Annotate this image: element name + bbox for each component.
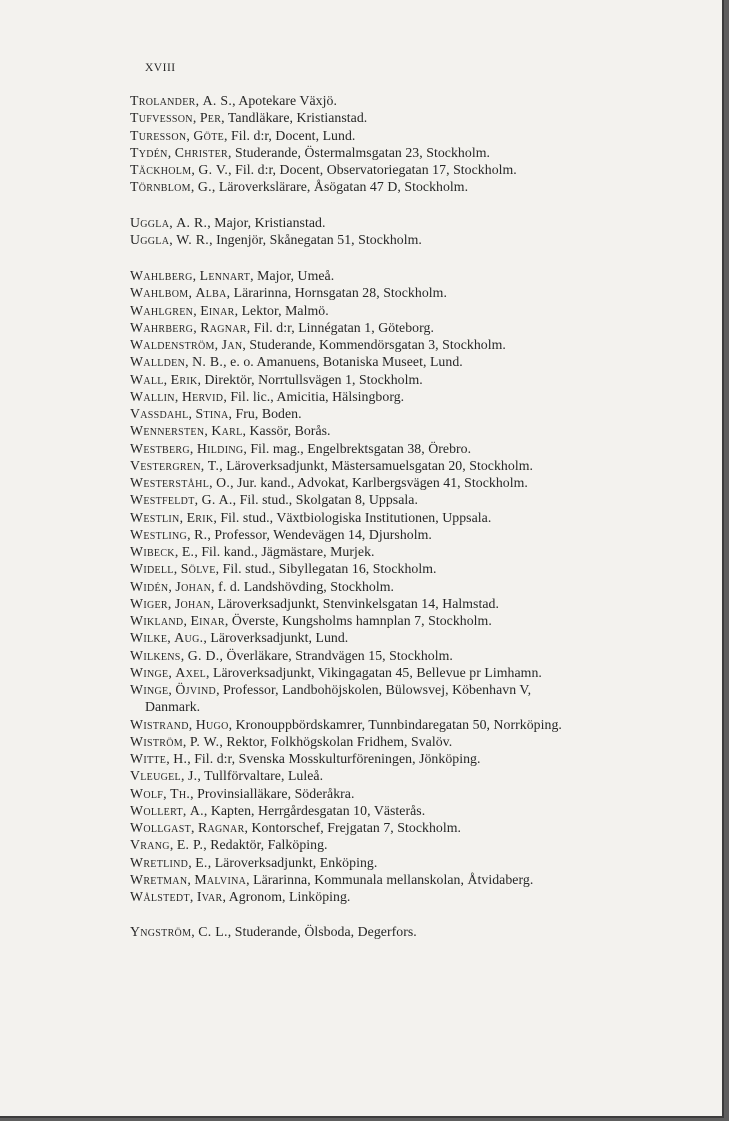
member-surname: Widén — [130, 578, 169, 594]
member-surname: Wilke — [130, 630, 168, 646]
member-given-name: Stina — [195, 406, 229, 421]
member-surname: Westerståhl — [130, 475, 210, 490]
member-entry: Widén, Johan, f. d. Landshövding, Stockholm. — [130, 578, 395, 594]
member-given-name: T. — [207, 457, 220, 473]
member-detail: Fil. stud., Skolgatan 8, Uppsala. — [239, 492, 418, 508]
member-detail: Lektor, Malmö. — [241, 302, 329, 318]
member-entry: Wilke, Aug., Läroverksadjunkt, Lund. — [130, 630, 349, 646]
member-surname: Tydén — [130, 144, 168, 160]
member-given-name: Ragnar — [197, 820, 245, 835]
member-given-name: A. S. — [202, 93, 233, 108]
member-surname: Wålstedt — [130, 889, 190, 904]
member-given-name: Christer — [174, 144, 228, 160]
member-given-name: Axel — [175, 664, 207, 680]
member-given-name: G. — [197, 179, 212, 195]
member-detail: Fru, Boden. — [235, 406, 302, 421]
member-given-name: Hugo — [195, 716, 229, 732]
member-detail: Redaktör, Falköping. — [210, 837, 328, 853]
page-number: XVIII — [145, 62, 176, 74]
member-surname: Wahlberg — [130, 268, 193, 283]
letter-group — [130, 214, 675, 249]
member-detail: Fil. lic., Amicitia, Hälsingborg. — [230, 388, 405, 404]
member-given-name: C. L. — [198, 924, 228, 940]
member-given-name: E. — [195, 854, 208, 870]
member-detail: Provinsialläkare, Söderåkra. — [197, 785, 355, 801]
member-detail: Överläkare, Strandvägen 15, Stockholm. — [226, 647, 453, 663]
member-given-name: Hilding — [196, 440, 244, 456]
member-surname: Vleugel — [130, 768, 181, 784]
member-given-name: Göte — [193, 127, 225, 143]
member-detail: Fil. d:r, Linnégatan 1, Göteborg. — [253, 319, 434, 335]
member-entry: Wikland, Einar, Överste, Kungsholms hamnplan 7, Stockholm. — [130, 613, 492, 628]
member-given-name: P. W. — [189, 733, 220, 749]
member-given-name: Aug. — [174, 630, 204, 646]
member-surname: Wibeck — [130, 544, 175, 559]
member-surname: Wistrand — [130, 716, 189, 732]
member-detail: Ingenjör, Skånegatan 51, Stockholm. — [216, 231, 422, 247]
member-entry: Turesson, Göte, Fil. d:r, Docent, Lund. — [130, 127, 356, 143]
member-detail-continuation: Danmark. — [145, 699, 201, 715]
member-entry: Wiger, Johan, Läroverksadjunkt, Stenvinkelsgatan 14, Halmstad. — [130, 595, 499, 611]
member-surname: Wilkens — [130, 647, 181, 663]
member-surname: Witte — [130, 751, 167, 766]
member-entry: Wiström, P. W., Rektor, Folkhögskolan Fridhem, Svalöv. — [130, 733, 453, 749]
member-given-name: Erik — [170, 371, 198, 387]
member-entry: Wahlbom, Alba, Lärarinna, Hornsgatan 28, Stockholm. — [130, 285, 447, 301]
member-detail: Studerande, Ölsboda, Degerfors. — [234, 924, 417, 940]
member-detail: Tullförvaltare, Luleå. — [204, 768, 324, 784]
letter-group — [130, 923, 675, 940]
member-entry: Wålstedt, Ivar, Agronom, Linköping. — [130, 889, 351, 904]
member-given-name: Ivar — [196, 889, 223, 904]
member-given-name: Alba — [195, 285, 227, 301]
member-entry: Wallin, Hervid, Fil. lic., Amicitia, Hälsingborg. — [130, 388, 405, 404]
member-entry: Westerståhl, O., Jur. kand., Advokat, Karlbergsvägen 41, Stockholm. — [130, 475, 528, 490]
member-surname: Wolf — [130, 785, 164, 801]
member-entry: Wibeck, E., Fil. kand., Jägmästare, Murjek. — [130, 544, 375, 559]
member-given-name: Th. — [170, 785, 191, 801]
member-surname: Wretlind — [130, 854, 189, 870]
member-given-name: Johan — [174, 595, 211, 611]
member-surname: Wennersten — [130, 423, 205, 439]
member-given-name: Karl — [211, 423, 243, 439]
member-entry: Wollert, A., Kapten, Herrgårdesgatan 10, Västerås. — [130, 802, 426, 818]
member-given-name: O. — [216, 475, 231, 490]
member-entry: Wistrand, Hugo, Kronouppbördskamrer, Tunnbindaregatan 50, Norrköping. — [130, 716, 562, 732]
member-surname: Widell — [130, 561, 174, 577]
member-entry: Westberg, Hilding, Fil. mag., Engelbrektsgatan 38, Örebro. — [130, 440, 472, 456]
member-given-name: Erik — [186, 509, 214, 525]
member-entry: Wollgast, Ragnar, Kontorschef, Frejgatan 7, Stockholm. — [130, 820, 462, 835]
member-detail: Rektor, Folkhögskolan Fridhem, Svalöv. — [226, 733, 453, 749]
member-entry: Westling, R., Professor, Wendevägen 14, Djursholm. — [130, 526, 432, 542]
member-detail: f. d. Landshövding, Stockholm. — [218, 578, 395, 594]
member-surname: Täckholm — [130, 162, 192, 177]
member-detail: Tandläkare, Kristianstad. — [227, 110, 368, 126]
member-entry: Törnblom, G., Läroverkslärare, Åsögatan 47 D, Stockholm. — [130, 179, 469, 195]
member-entry: Uggla, W. R., Ingenjör, Skånegatan 51, Stockholm. — [130, 231, 422, 247]
member-surname: Wahlgren — [130, 302, 194, 318]
member-entry: Wolf, Th., Provinsialläkare, Söderåkra. — [130, 785, 355, 801]
member-surname: Wikland — [130, 613, 184, 628]
member-surname: Turesson — [130, 127, 187, 143]
member-detail: Fil. d:r, Docent, Lund. — [231, 127, 356, 143]
member-given-name: G. A. — [201, 492, 233, 508]
member-surname: Wahrberg — [130, 319, 194, 335]
member-surname: Wiström — [130, 733, 183, 749]
member-surname: Tufvesson — [130, 110, 193, 126]
member-detail: Studerande, Kommendörsgatan 3, Stockholm. — [249, 337, 506, 352]
member-surname: Winge — [130, 682, 169, 697]
member-entry: Wilkens, G. D., Överläkare, Strandvägen 15, Stockholm. — [130, 647, 453, 663]
member-given-name: Hervid — [181, 388, 224, 404]
member-given-name: A. — [189, 802, 204, 818]
member-entry: Waldenström, Jan, Studerande, Kommendörsgatan 3, Stockholm. — [130, 337, 506, 352]
member-given-name: R. — [194, 526, 208, 542]
member-surname: Wiger — [130, 595, 168, 611]
letter-group — [130, 92, 675, 196]
member-given-name: Johan — [175, 578, 212, 594]
member-entry: Vassdahl, Stina, Fru, Boden. — [130, 406, 302, 421]
member-given-name: G. D. — [187, 647, 220, 663]
member-entry: Wennersten, Karl, Kassör, Borås. — [130, 423, 331, 439]
member-entry: Wallden, N. B., e. o. Amanuens, Botaniska Museet, Lund. — [130, 354, 463, 370]
member-surname: Waldenström — [130, 337, 215, 352]
member-detail: Agronom, Linköping. — [228, 889, 351, 904]
member-entry: Winge, Axel, Läroverksadjunkt, Vikingagatan 45, Bellevue pr Limhamn. — [130, 664, 542, 680]
member-surname: Törnblom — [130, 179, 191, 195]
member-entry: Wretlind, E., Läroverksadjunkt, Enköping. — [130, 854, 378, 870]
member-detail: Läroverksadjunkt, Lund. — [210, 630, 349, 646]
member-entry: Wahlgren, Einar, Lektor, Malmö. — [130, 302, 329, 318]
member-given-name: Ragnar — [200, 319, 247, 335]
member-given-name: E. P. — [176, 837, 204, 853]
member-given-name: Jan — [221, 337, 243, 352]
member-surname: Wallin — [130, 388, 175, 404]
letter-group — [130, 267, 675, 905]
member-detail: e. o. Amanuens, Botaniska Museet, Lund. — [230, 354, 463, 370]
member-given-name: Per — [199, 110, 222, 126]
member-given-name: E. — [181, 544, 195, 559]
member-given-name: N. B. — [192, 354, 224, 370]
member-surname: Westberg — [130, 440, 190, 456]
member-detail: Fil. stud., Växtbiologiska Institutionen, Uppsala. — [220, 509, 492, 525]
member-given-name: W. R. — [176, 231, 210, 247]
member-detail: Direktör, Norrtullsvägen 1, Stockholm. — [204, 371, 423, 387]
member-entry: Wretman, Malvina, Lärarinna, Kommunala mellanskolan, Åtvidaberg. — [130, 871, 534, 887]
member-detail: Professor, Wendevägen 14, Djursholm. — [214, 526, 432, 542]
member-entry: Winge, Öjvind, Professor, Landbohöjskolen, Bülowsvej, Köbenhavn V, Danmark. — [130, 681, 675, 716]
member-detail: Läroverksadjunkt, Stenvinkelsgatan 14, Halmstad. — [217, 595, 499, 611]
member-surname: Wollgast — [130, 820, 191, 835]
member-surname: Wallden — [130, 354, 186, 370]
member-given-name: Malvina — [194, 871, 247, 887]
member-surname: Wahlbom — [130, 285, 189, 301]
member-entry: Tufvesson, Per, Tandläkare, Kristianstad. — [130, 110, 368, 126]
member-detail: Läroverkslärare, Åsögatan 47 D, Stockholm. — [218, 179, 469, 195]
member-entry: Vleugel, J., Tullförvaltare, Luleå. — [130, 768, 324, 784]
member-detail: Professor, Landbohöjskolen, Bülowsvej, Köbenhavn V, — [223, 682, 532, 697]
member-entry: Tydén, Christer, Studerande, Östermalmsgatan 23, Stockholm. — [130, 144, 490, 160]
member-detail: Läroverksadjunkt, Vikingagatan 45, Bellevue pr Limhamn. — [213, 664, 542, 680]
member-detail: Fil. stud., Sibyllegatan 16, Stockholm. — [222, 561, 437, 577]
member-given-name: Öjvind — [175, 682, 217, 697]
member-entry: Wall, Erik, Direktör, Norrtullsvägen 1, Stockholm. — [130, 371, 423, 387]
member-detail: Läroverksadjunkt, Mästersamuelsgatan 20, Stockholm. — [226, 457, 533, 473]
member-given-name: G. V. — [198, 162, 229, 177]
member-entry: Vrang, E. P., Redaktör, Falköping. — [130, 837, 328, 853]
member-detail: Läroverksadjunkt, Enköping. — [214, 854, 378, 870]
member-surname: Westfeldt — [130, 492, 195, 508]
member-given-name: Lennart — [199, 268, 251, 283]
member-entry: Wahrberg, Ragnar, Fil. d:r, Linnégatan 1, Göteborg. — [130, 319, 434, 335]
member-detail: Överste, Kungsholms hamnplan 7, Stockholm. — [231, 613, 492, 628]
member-detail: Apotekare Växjö. — [238, 93, 337, 108]
member-surname: Wollert — [130, 802, 183, 818]
member-detail: Studerande, Östermalmsgatan 23, Stockholm. — [234, 144, 490, 160]
member-list — [130, 92, 675, 958]
member-detail: Fil. kand., Jägmästare, Murjek. — [201, 544, 375, 559]
member-surname: Westlin — [130, 509, 180, 525]
member-surname: Trolander — [130, 93, 196, 108]
member-surname: Vassdahl — [130, 406, 189, 421]
member-detail: Kontorschef, Frejgatan 7, Stockholm. — [251, 820, 462, 835]
member-detail: Major, Kristianstad. — [214, 214, 326, 230]
member-surname: Wall — [130, 371, 164, 387]
member-entry: Uggla, A. R., Major, Kristianstad. — [130, 214, 326, 230]
member-entry: Trolander, A. S., Apotekare Växjö. — [130, 93, 337, 108]
member-detail: Fil. d:r, Svenska Mosskulturföreningen, Jönköping. — [194, 751, 481, 766]
member-given-name: Einar — [190, 613, 225, 628]
member-entry: Westfeldt, G. A., Fil. stud., Skolgatan 8, Uppsala. — [130, 492, 418, 508]
member-entry: Yngström, C. L., Studerande, Ölsboda, Degerfors. — [130, 924, 417, 940]
member-entry: Vestergren, T., Läroverksadjunkt, Mästersamuelsgatan 20, Stockholm. — [130, 457, 533, 473]
member-given-name: H. — [173, 751, 188, 766]
member-given-name: A. R. — [176, 214, 208, 230]
member-surname: Westling — [130, 526, 188, 542]
member-given-name: Sölve — [180, 561, 216, 577]
member-surname: Uggla — [130, 214, 170, 230]
member-surname: Vestergren — [130, 457, 201, 473]
member-surname: Uggla — [130, 231, 170, 247]
member-detail: Kronouppbördskamrer, Tunnbindaregatan 50, Norrköping. — [235, 716, 562, 732]
member-surname: Winge — [130, 664, 169, 680]
member-detail: Fil. d:r, Docent, Observatoriegatan 17, Stockholm. — [235, 162, 517, 177]
member-given-name: Einar — [200, 302, 235, 318]
member-entry: Westlin, Erik, Fil. stud., Växtbiologiska Institutionen, Uppsala. — [130, 509, 492, 525]
member-detail: Fil. mag., Engelbrektsgatan 38, Örebro. — [250, 440, 472, 456]
member-detail: Kassör, Borås. — [249, 423, 331, 439]
member-surname: Wretman — [130, 871, 188, 887]
member-surname: Yngström — [130, 924, 192, 940]
member-entry: Widell, Sölve, Fil. stud., Sibyllegatan 16, Stockholm. — [130, 561, 437, 577]
member-detail: Major, Umeå. — [257, 268, 335, 283]
member-entry: Wahlberg, Lennart, Major, Umeå. — [130, 268, 335, 283]
member-entry: Witte, H., Fil. d:r, Svenska Mosskulturföreningen, Jönköping. — [130, 751, 481, 766]
member-entry: Täckholm, G. V., Fil. d:r, Docent, Observatoriegatan 17, Stockholm. — [130, 162, 517, 177]
member-given-name: J. — [187, 768, 198, 784]
member-detail: Kapten, Herrgårdesgatan 10, Västerås. — [210, 802, 426, 818]
member-detail: Lärarinna, Hornsgatan 28, Stockholm. — [233, 285, 447, 301]
member-detail: Lärarinna, Kommunala mellanskolan, Åtvidaberg. — [253, 871, 534, 887]
member-surname: Vrang — [130, 837, 170, 853]
member-detail: Jur. kand., Advokat, Karlbergsvägen 41, Stockholm. — [237, 475, 528, 490]
